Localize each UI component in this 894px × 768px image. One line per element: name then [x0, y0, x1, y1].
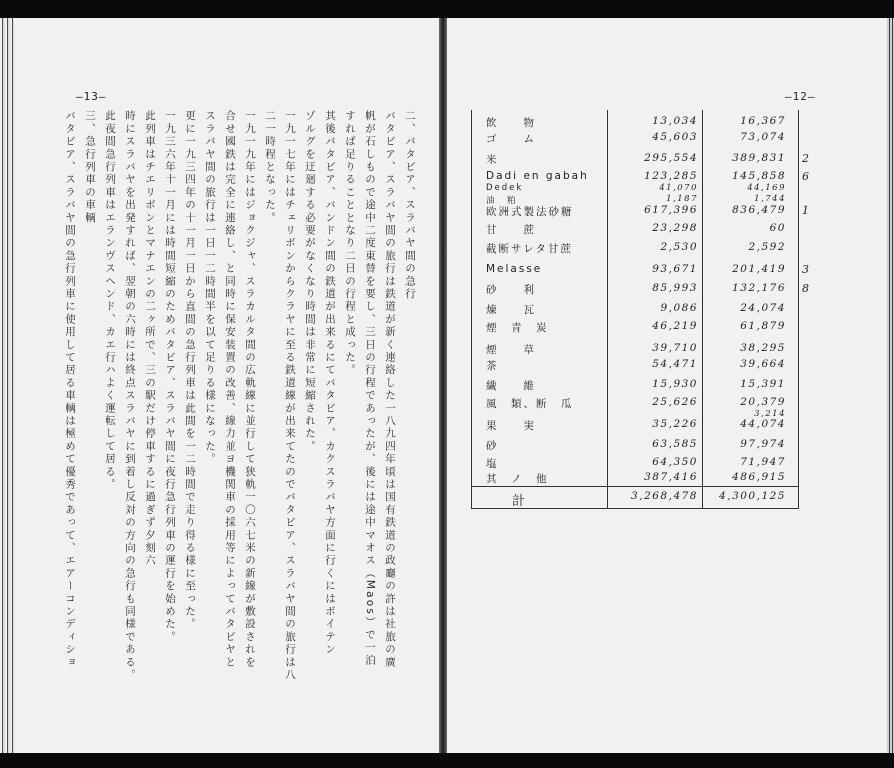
text-column: バタビア、スラバヤ間の旅行は鉄道が新く連絡した一八九四年頃は国有鉄道の政廳の許は社旅の廣: [384, 110, 396, 669]
text-column: 二、バタビア、スラバヤ間の急行: [404, 110, 416, 301]
table-row: 煙 青 炭 46,219 61,879: [486, 320, 786, 334]
text-column: 此列車はチエリボンとマナエンの二ヶ所で、三の駅だけ停車するに過ぎず夕刻六: [144, 110, 156, 568]
table-row: 3,214: [754, 409, 786, 419]
cargo-statistics-table: [471, 110, 809, 509]
text-column: ゾルグを迂廻する必要がなくなり時間は非常に短縮された。: [304, 110, 316, 453]
text-column: 一九三六年十一月には時間短縮のためバタビア、スラバヤ間に夜行急行列車の運行を始めた。: [164, 110, 176, 644]
table-row: 其 ノ 他 387,416 486,915: [486, 471, 786, 485]
table-row: 果 実 35,226 44,074: [486, 418, 786, 432]
text-column: 三、急行列車の車輌: [84, 110, 96, 225]
text-column: 一九一七年にはチェリボンからクラヤに至る鉄道線が出来てたのでバタビア、スラバヤ間の旅行は八: [284, 110, 296, 682]
text-column: 一九一九年にはジョクジャ、スラカルタ間の広軌線に並行して狭軌一〇六七米の新線が敷設されを: [244, 110, 256, 669]
table-row: 煉 瓦 9,086 24,074: [486, 302, 786, 316]
table-row: 米 295,554 389,831 2: [486, 152, 809, 166]
left-page-edge: [0, 18, 14, 753]
table-row: 油 粕 1,187 1,744: [486, 194, 786, 206]
text-column: 二一時程となった。: [264, 110, 276, 225]
text-column: 合せ國鉄は完全に連絡し、と同時に保安装置の改善、線力並ヨ機関車の採用等によってバタビヤと: [224, 110, 236, 669]
table-row: 煙 草 39,710 38,295: [486, 342, 786, 356]
text-column: バタビア、スラバヤ間の急行列車に使用して居る車輌は極めて優秀であって、エアーコンディショ: [64, 110, 76, 669]
total-row: 計 3,268,478 4,300,125: [512, 490, 786, 509]
table-row: Dedek 41,070 44,169: [486, 183, 786, 193]
text-column: スラバヤ間の旅行は一日一二時間半を以て足りる様になった。: [204, 110, 216, 466]
table-row: Melasse 93,671 201,419 3: [486, 263, 809, 276]
text-column: 更に一九三四年の十一月一日から直間の急行列車は此間を一二時間で走り得る様に至った。: [184, 110, 196, 631]
text-column: 時にスラバヤを出発すれば、翌朝の六時には終点スラバヤに到着し反対の方向の急行も同様である。: [124, 110, 136, 682]
text-column: 其後バタビア、バンドン間の鉄道が出来るにてバタビア、カクスラバヤ方面に行くにはボイテン: [324, 110, 336, 657]
table-row: 茶 54,471 39,664: [486, 358, 786, 372]
text-column: 帆が石しもので途中二度東替を要し、三日の行程であったが、後には途中マオス（Maos）で一泊: [364, 110, 376, 667]
book-gutter: [439, 18, 447, 753]
table-row: ゴ ム 45,603 73,074: [486, 131, 786, 145]
table-row: 截断サレタ甘蔗 2,530 2,592: [486, 241, 786, 255]
table-row: 飲 物 13,034 16,367: [486, 115, 786, 129]
table-row: 欧洲式製法砂糖 617,396 836,479 1: [486, 204, 809, 218]
right-page-edge: [887, 18, 894, 753]
table-row: 甘 蔗 23,298 60: [486, 222, 786, 236]
total-separator: [472, 486, 798, 487]
table-row: 風 類、断 瓜 25,626 20,379: [486, 396, 786, 410]
page-number-left: —13—: [76, 90, 107, 103]
table-row: 塩 64,350 71,947: [486, 456, 786, 470]
vertical-text-block: [64, 110, 420, 710]
table-row: 繊 維 15,930 15,391: [486, 378, 786, 392]
text-column: すれば足りることとなり二日の行程と成った。: [344, 110, 356, 377]
table-row: 砂 利 85,993 132,176 8: [486, 282, 809, 296]
table-row: Dadi en gabah 123,285 145,858 6: [486, 170, 809, 183]
table-row: 砂 63,585 97,974: [486, 438, 786, 452]
page-number-right: —12—: [785, 90, 816, 103]
text-column: 此夜間急行列車はエランヴスヘンド、カエ行ハよく運転して居る。: [104, 110, 116, 491]
